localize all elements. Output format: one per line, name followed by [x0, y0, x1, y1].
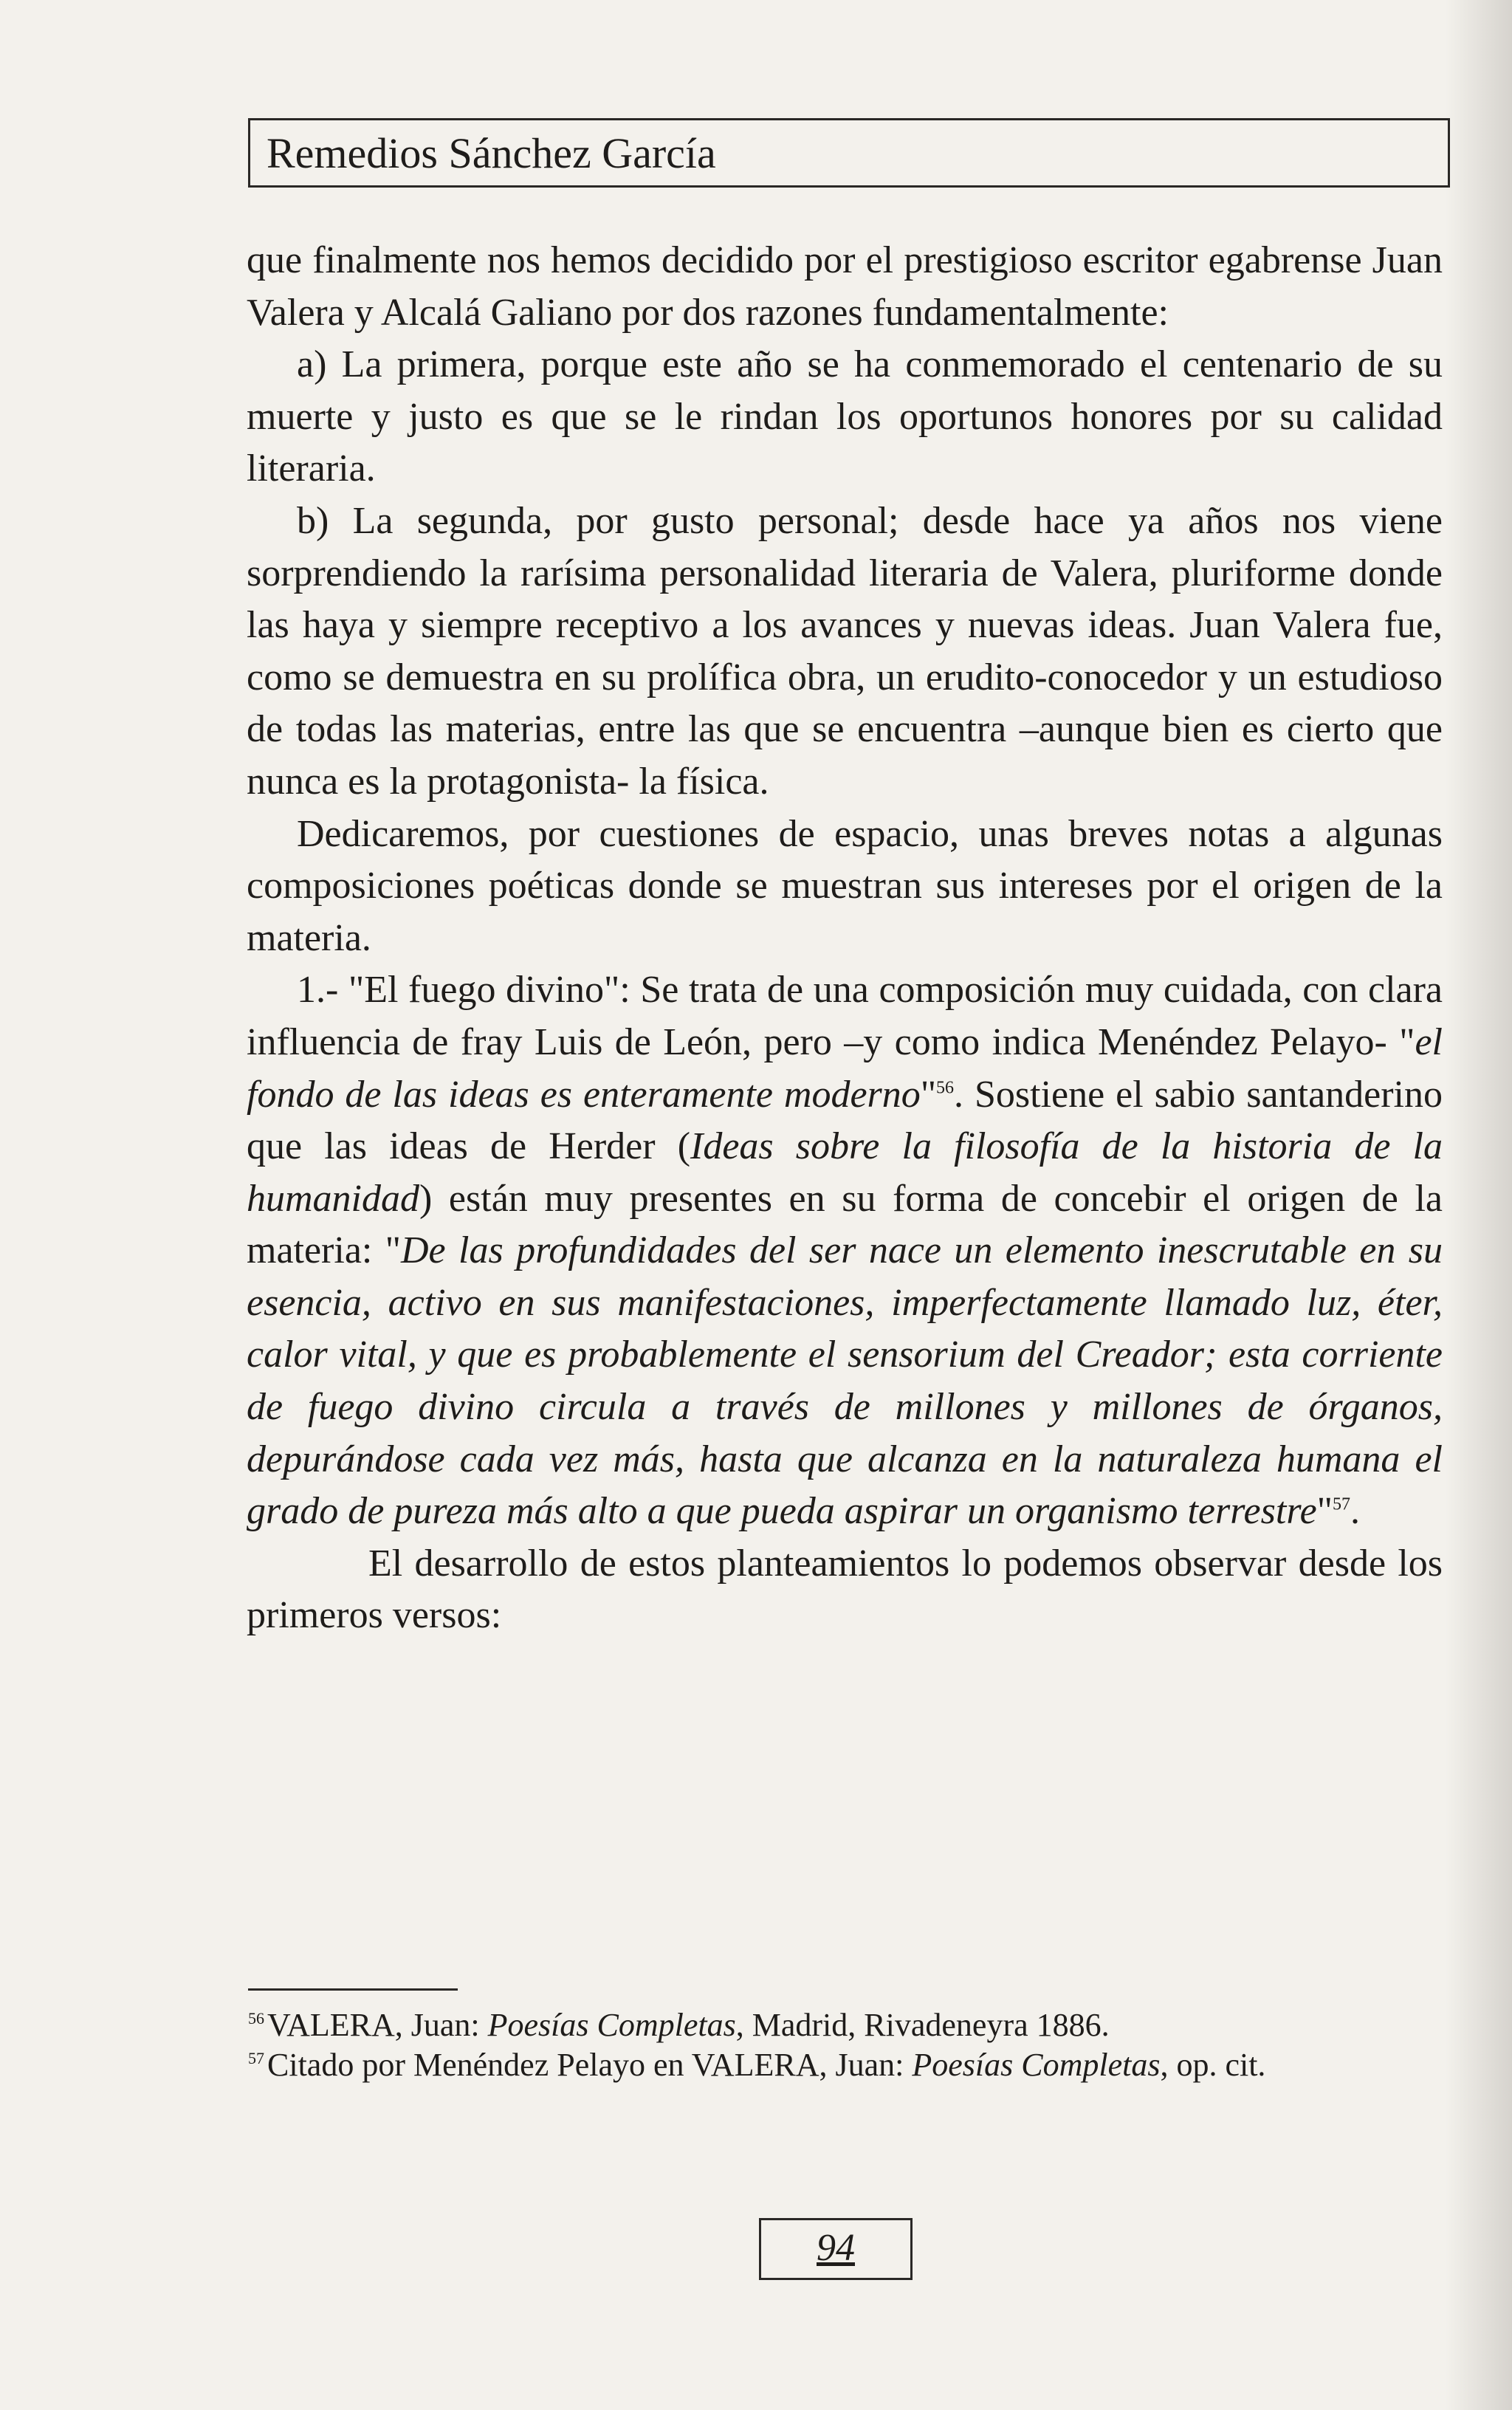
- footnote-57: [248, 2045, 1444, 2085]
- text-run: ": [1316, 1490, 1333, 1533]
- text-run: ) están muy presentes en su forma de concebir el origen de la materia: ": [247, 1177, 1443, 1272]
- page-edge-shadow: [1446, 0, 1512, 2410]
- text-run: ": [920, 1073, 937, 1116]
- footnote-text: , Madrid, Rivadeneyra 1886.: [735, 2007, 1110, 2043]
- footnote-mark: 56: [248, 2009, 264, 2028]
- body-text: [247, 235, 1443, 1642]
- running-header: [248, 118, 1450, 188]
- footnote-text: , op. cit.: [1160, 2047, 1266, 2083]
- text-run: .: [1350, 1490, 1360, 1533]
- page-number-box: [759, 2218, 913, 2280]
- footnote-text: Citado por Menéndez Pelayo en VALERA, Juan:: [267, 2047, 913, 2083]
- book-title-run: Ideas sobre la filosofía de la historia de la humanidad: [247, 1125, 1443, 1220]
- paragraph-fuego-divino: [247, 964, 1443, 1538]
- page-number: 94: [817, 2227, 855, 2269]
- footnote-divider: [248, 1988, 458, 1991]
- footnote-ref-57[interactable]: 57: [1332, 1494, 1350, 1514]
- text-run: 1.- "El fuego divino": Se trata de una composición muy cuidada, con clara influencia de fray Luis de León, pero –y como indica Menéndez Pelayo- ": [247, 969, 1443, 1063]
- paragraph-notes: Dedicaremos, por cuestiones de espacio, unas breves notas a algunas composiciones poéticas donde se muestran sus intereses por el origen de la materia.: [247, 812, 1443, 959]
- text-run: . Sostiene el sabio santanderino que las ideas de Herder (: [247, 1073, 1443, 1168]
- quote-run: De las profundidades del ser nace un elemento inescrutable en su esencia, activo en sus manifestaciones, imperfectamente llamado luz, éter, calor vital, y que es probablemente el sensorium del Creador; esta corriente de fuego divino circula a través de millones y millones de órganos, depurándose cada vez más, hasta que alcanza en la naturaleza humana el grado de pureza más alto a que pueda aspirar un organismo terrestre: [247, 1229, 1443, 1533]
- footnote-ref-56[interactable]: 56: [936, 1078, 955, 1098]
- footnote-title: Poesías Completas: [912, 2047, 1161, 2083]
- footnote-text: VALERA, Juan:: [267, 2007, 488, 2043]
- quote-run: el fondo de las ideas es enteramente moderno: [247, 1020, 1443, 1116]
- footnote-mark: 57: [248, 2049, 264, 2068]
- paragraph-development: El desarrollo de estos planteamientos lo podemos observar desde los primeros versos:: [247, 1542, 1443, 1637]
- footnote-56: [248, 2005, 1444, 2045]
- footnote-title: Poesías Completas: [487, 2007, 736, 2043]
- author-name: Remedios Sánchez García: [267, 129, 716, 177]
- footnotes: [248, 2005, 1444, 2085]
- paragraph-reason-a: a) La primera, porque este año se ha conmemorado el centenario de su muerte y justo es que se le rindan los oportunos honores por su calidad literaria.: [247, 343, 1443, 490]
- paragraph-intro: que finalmente nos hemos decidido por el prestigioso escritor egabrense Juan Valera y Alcalá Galiano por dos razones fundamentalmente:: [247, 239, 1443, 334]
- paragraph-reason-b: b) La segunda, por gusto personal; desde hace ya años nos viene sorprendiendo la rarísima personalidad literaria de Valera, pluriforme donde las haya y siempre receptivo a los avances y nuevas ideas. Juan Valera fue, como se demuestra en su prolífica obra, un erudito-conocedor y un estudioso de todas las materias, entre las que se encuentra –aunque bien es cierto que nunca es la protagonista- la física.: [247, 499, 1443, 803]
